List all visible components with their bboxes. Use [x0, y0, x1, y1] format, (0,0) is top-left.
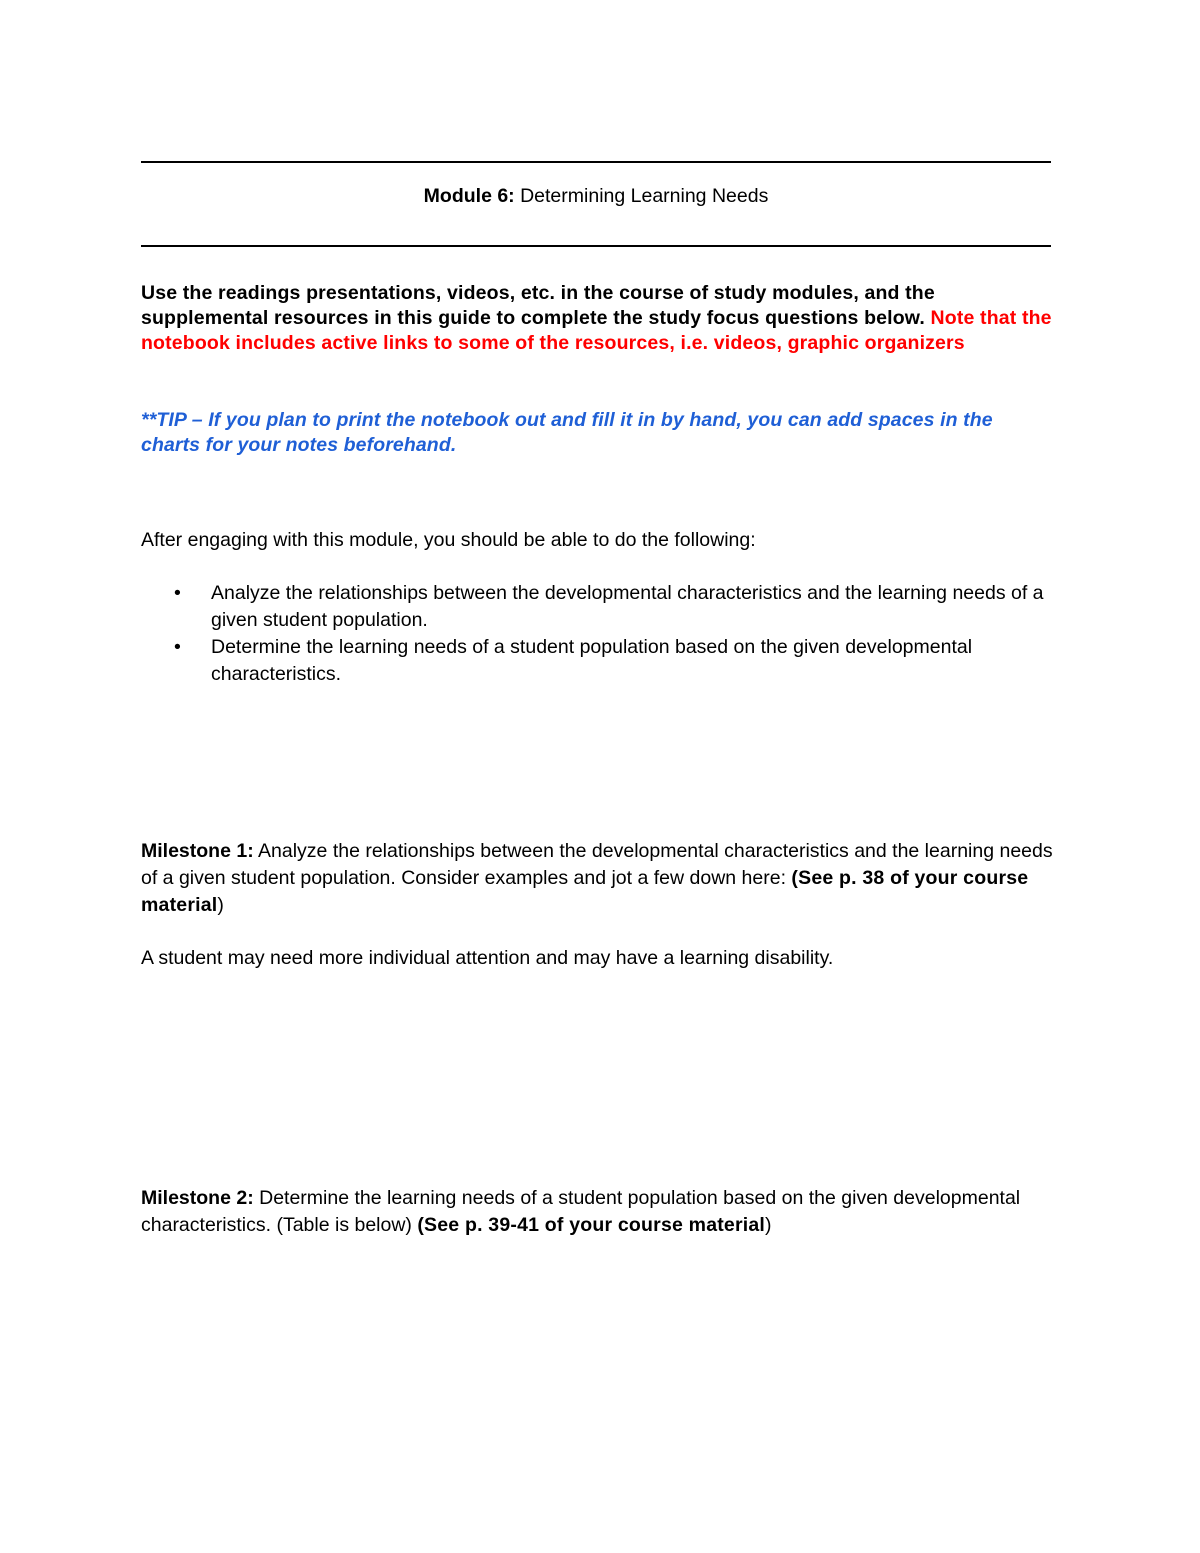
milestone-2-reference-close: ) — [765, 1214, 772, 1236]
instructions-note: Note that the notebook includes active links to some of the resources, i.e. videos, graphic organizers — [141, 307, 1052, 354]
list-item — [141, 634, 1056, 688]
milestone-2-reference: (See p. 39-41 of your course material — [417, 1214, 766, 1236]
milestone-1-answer: A student may need more individual attention and may have a learning disability. — [141, 947, 834, 969]
bottom-divider — [141, 245, 1051, 247]
milestone-2-paragraph — [141, 1185, 1056, 1239]
milestone-2-text: Determine the learning needs of a student population based on the given developmental characteristics. (Table is below) — [141, 1187, 1021, 1236]
milestone-1-text: Analyze the relationships between the developmental characteristics and the learning needs of a given student population. Consider examples and jot a few down here: — [141, 840, 1053, 889]
instructions-paragraph — [141, 281, 1056, 356]
intro-paragraph: After engaging with this module, you should be able to do the following: — [141, 529, 756, 551]
top-divider — [141, 161, 1051, 163]
objective-text: Determine the learning needs of a student population based on the given developmental characteristics. — [211, 636, 973, 685]
objective-text: Analyze the relationships between the developmental characteristics and the learning needs of a given student population. — [211, 582, 1044, 631]
bullet-icon: • — [174, 636, 181, 658]
bullet-icon: • — [174, 582, 181, 604]
list-item — [141, 580, 1056, 634]
milestone-1-reference-close: ) — [217, 894, 224, 916]
objectives-list — [141, 580, 1056, 688]
milestone-1-reference: (See p. 38 of your course material — [141, 867, 1029, 916]
module-title: Determining Learning Needs — [514, 185, 769, 207]
module-heading — [141, 183, 1051, 209]
milestone-1-label: Milestone 1: — [141, 840, 254, 862]
module-label: Module 6: — [423, 185, 515, 207]
tip-paragraph: **TIP – If you plan to print the notebook out and fill it in by hand, you can add spaces in the charts for your notes beforehand. — [141, 409, 993, 456]
instructions-text: Use the readings presentations, videos, etc. in the course of study modules, and the supplemental resources in this guide to complete the study focus questions below. — [141, 282, 935, 329]
milestone-1-paragraph — [141, 838, 1056, 919]
milestone-2-label: Milestone 2: — [141, 1187, 254, 1209]
